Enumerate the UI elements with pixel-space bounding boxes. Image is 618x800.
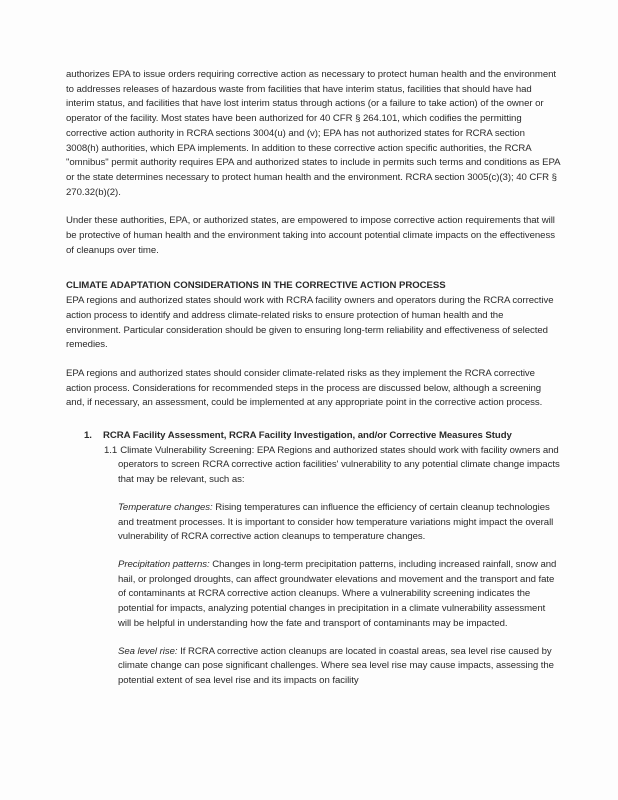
section-heading: CLIMATE ADAPTATION CONSIDERATIONS IN THE CORRECTIVE ACTION PROCESS — [66, 280, 446, 292]
paragraph-consider-risks: EPA regions and authorized states should consider climate-related risks as they implement the RCRA corrective action process. Considerations for recommended steps in the process are discussed below, although a screening and, if necessary, an assessment, could be implemented at any appropriate point in the corrective action process. — [66, 367, 543, 409]
item-term: Sea level rise: — [118, 645, 178, 657]
paragraph-work-with-owners: EPA regions and authorized states should work with RCRA facility owners and operators during the RCRA corrective action process to identify and address climate-related risks to ensure protection of human health and the environment. Particular consideration should be given to ensuring long-term reliability and effectiveness of selected remedies. — [66, 295, 554, 351]
item-text: Changes in long-term precipitation patterns, including increased rainfall, snow and hail, or prolonged droughts, can affect groundwater elevations and movement and the transport and fate of contaminants at RCRA corrective action cleanups. Where a vulnerability screening indicates the potential for impacts, analyzing potential changes in precipitation in a climate vulnerability assessment will be helpful in understanding how the fate and transport of contaminants may be impacted. — [118, 558, 557, 629]
subsection-number: 1.1 — [104, 444, 118, 456]
section-number: 1. — [84, 430, 92, 442]
subsection-1-1 — [104, 444, 560, 488]
item-sea-level-rise — [118, 645, 560, 689]
document-body — [66, 68, 560, 689]
numbered-section-heading — [84, 429, 560, 444]
item-term: Precipitation patterns: — [118, 558, 210, 570]
item-text: If RCRA corrective action cleanups are located in coastal areas, sea level rise caused by climate change can pose significant challenges. Where sea level rise may cause impacts, assessing the potential extent of sea level rise and its impacts on facility — [118, 645, 554, 686]
item-temperature-changes — [118, 501, 560, 545]
item-text: Rising temperatures can influence the efficiency of certain cleanup technologies and treatment processes. It is important to consider how temperature variations might impact the overall vulnerability of RCRA corrective action cleanups to temperature changes. — [118, 501, 554, 543]
section-title: RCRA Facility Assessment, RCRA Facility Investigation, and/or Corrective Measures Study — [103, 430, 512, 442]
item-precipitation-patterns — [118, 558, 560, 632]
paragraph-empowered: Under these authorities, EPA, or authorized states, are empowered to impose corrective action requirements that will be protective of human health and the environment taking into account potential climate impacts on the effectiveness of cleanups over time. — [66, 215, 555, 256]
item-term: Temperature changes: — [118, 501, 213, 513]
subsection-text: Climate Vulnerability Screening: EPA Regions and authorized states should work with facility owners and operators to screen RCRA corrective action facilities' vulnerability to any potential climate change impacts that may be relevant, such as: — [118, 444, 560, 486]
paragraph-authorities: authorizes EPA to issue orders requiring corrective action as necessary to protect human health and the environment to addresses releases of hazardous waste from facilities that have interim status, facilities that should have had interim status, and facilities that have lost interim status through actions (or a failure to take action) of the owner or operator of the facility. Most states have been authorized for 40 CFR § 264.101, which codifies the permitting corrective action authority in RCRA sections 3004(u) and (v); EPA has not authorized states for RCRA section 3008(h) authorities, which EPA implements. In addition to these corrective action specific authorities, the RCRA "omnibus" permit authority requires EPA and authorized states to include in permits such terms and conditions as EPA or the state determines necessary to protect human health and the environment. RCRA section 3005(c)(3); 40 CFR § 270.32(b)(2). — [66, 69, 560, 198]
